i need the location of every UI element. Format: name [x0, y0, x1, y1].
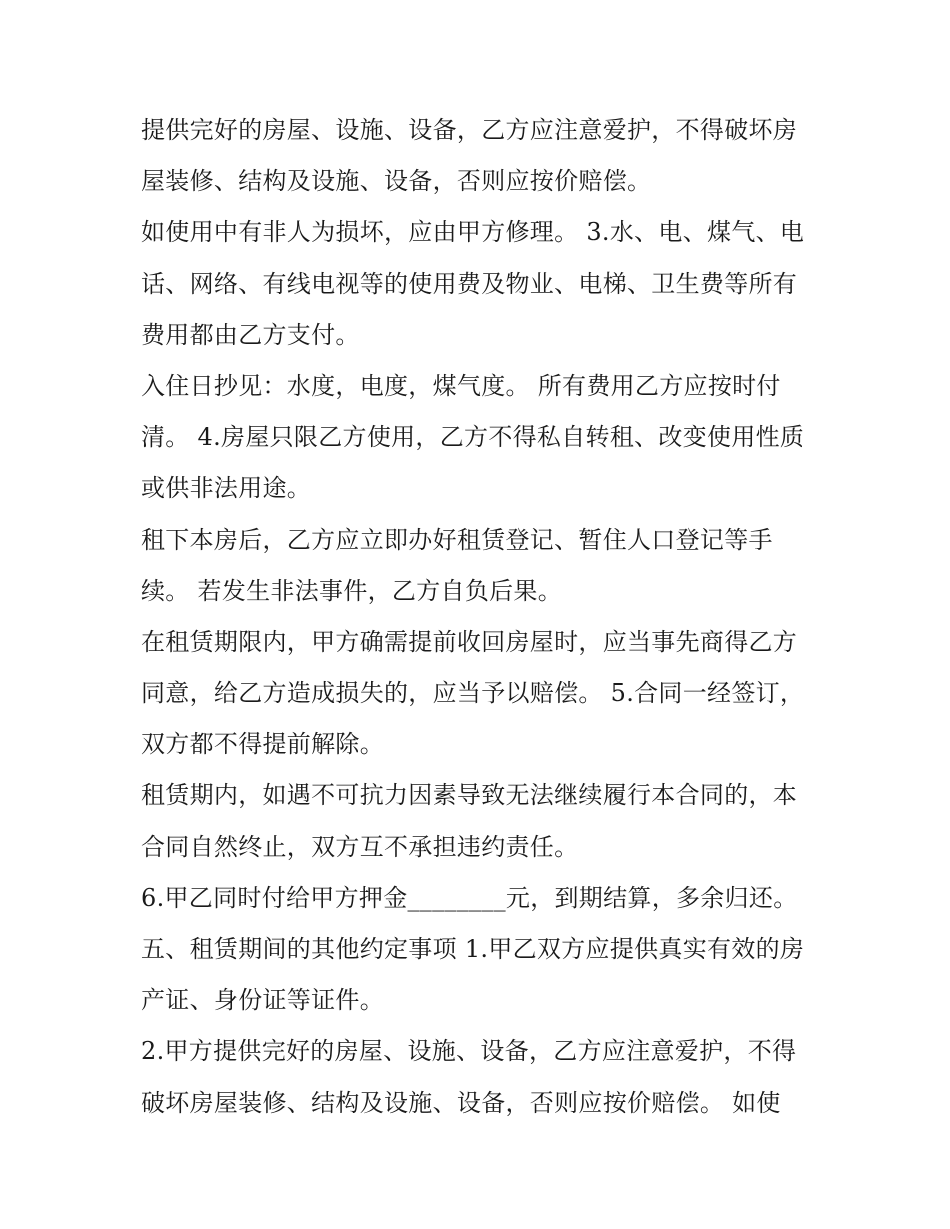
text-line: 同意，给乙方造成损失的，应当予以赔偿。 5.合同一经签订， [141, 679, 805, 708]
text-line: 提供完好的房屋、设施、设备，乙方应注意爱护，不得破坏房 [141, 116, 798, 144]
text-line: 屋装修、结构及设施、设备，否则应按价赔偿。 [141, 167, 652, 196]
text-line: 在租赁期限内，甲方确需提前收回房屋时，应当事先商得乙方 [141, 627, 798, 656]
text-line: 五、租赁期间的其他约定事项 1.甲乙双方应提供真实有效的房 [141, 935, 805, 963]
text-line: 清。 4.房屋只限乙方使用，乙方不得私自转租、改变使用性质 [141, 423, 805, 452]
text-line: 续。 若发生非法事件，乙方自负后果。 [141, 576, 563, 605]
text-line: 2.甲方提供完好的房屋、设施、设备，乙方应注意爱护，不得 [141, 1037, 797, 1066]
text-line: 双方都不得提前解除。 [141, 730, 384, 759]
text-line: 合同自然终止，双方互不承担违约责任。 [141, 832, 579, 861]
document-body [141, 105, 821, 1129]
text-line: 租赁期内，如遇不可抗力因素导致无法继续履行本合同的，本 [141, 781, 798, 810]
text-line: 或供非法用途。 [141, 474, 312, 503]
text-line: 如使用中有非人为损坏，应由甲方修理。 3.水、电、煤气、电 [141, 218, 805, 247]
text-line: 入住日抄见：水度，电度，煤气度。 所有费用乙方应按时付 [141, 371, 781, 400]
text-line: 产证、身份证等证件。 [141, 986, 384, 1015]
text-line: 破坏房屋装修、结构及设施、设备，否则应按价赔偿。 如使 [141, 1088, 781, 1117]
text-line: 租下本房后，乙方应立即办好租赁登记、暂住人口登记等手 [141, 525, 773, 554]
text-line: 费用都由乙方支付。 [141, 320, 360, 349]
text-line: 话、网络、有线电视等的使用费及物业、电梯、卫生费等所有 [141, 269, 798, 298]
text-line: 6.甲乙同时付给甲方押金________元，到期结算，多余归还。 [141, 883, 798, 912]
